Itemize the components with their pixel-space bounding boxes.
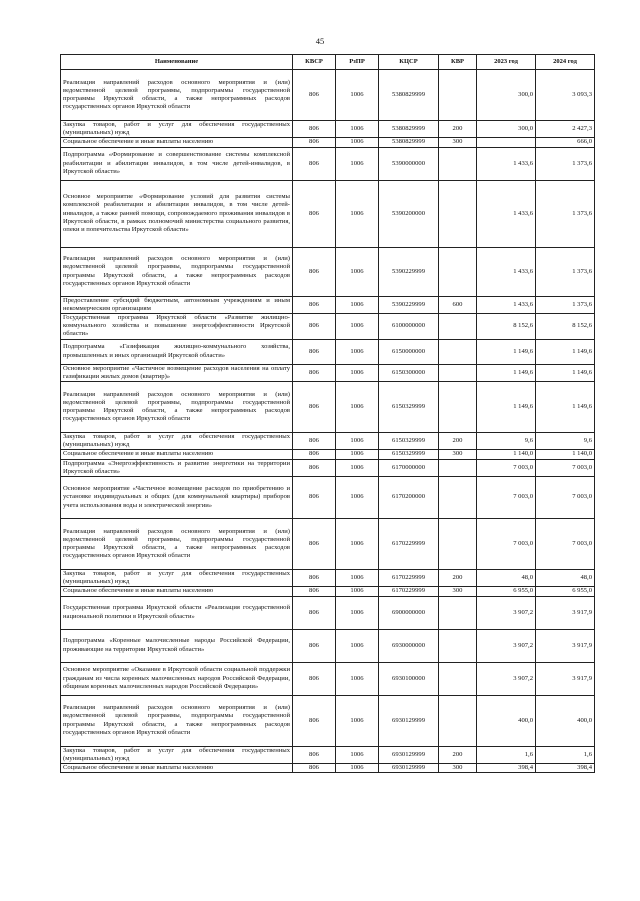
row-kvr (439, 519, 477, 570)
row-kvsr: 806 (293, 662, 336, 695)
row-kcsr: 6170000000 (379, 459, 439, 476)
row-kcsr: 6900000000 (379, 596, 439, 629)
row-value-2024: 1 149,6 (536, 339, 595, 364)
row-kvr (439, 247, 477, 296)
table-row (61, 746, 595, 763)
row-kvr (439, 180, 477, 247)
row-rzpr: 1006 (336, 247, 379, 296)
row-value-2023: 3 907,2 (477, 629, 536, 662)
row-value-2024: 2 427,3 (536, 121, 595, 138)
row-name: Государственная программа Иркутской области «Реализация государственной национальной политики в Иркутской области» (61, 596, 293, 629)
row-kvr: 300 (439, 587, 477, 596)
row-kcsr: 6930129999 (379, 695, 439, 746)
row-kvr: 300 (439, 450, 477, 459)
row-kcsr: 6930129999 (379, 746, 439, 763)
row-kvr (439, 339, 477, 364)
row-rzpr: 1006 (336, 587, 379, 596)
table-row (61, 247, 595, 296)
table-row (61, 70, 595, 121)
row-kcsr: 5380829999 (379, 121, 439, 138)
row-rzpr: 1006 (336, 382, 379, 433)
row-value-2024: 3 917,9 (536, 629, 595, 662)
row-value-2023: 1,6 (477, 746, 536, 763)
row-name: Основное мероприятие «Оказание в Иркутской области социальной поддержки гражданам из числа коренных малочисленных народов Российской Федерации, общинам коренных малочисленных народов Российской Федерации» (61, 662, 293, 695)
table-header-row (61, 55, 595, 70)
row-kvr: 200 (439, 746, 477, 763)
row-value-2024: 1 373,6 (536, 180, 595, 247)
row-name: Социальное обеспечение и иные выплаты населению (61, 764, 293, 773)
row-kvsr: 806 (293, 247, 336, 296)
row-value-2024: 1 140,0 (536, 450, 595, 459)
row-name: Реализация направлений расходов основного мероприятия и (или) ведомственной целевой программы, подпрограммы государственной программы Иркутской области, а также непрограммных расходов государственных органов Иркутской области (61, 247, 293, 296)
row-kvr: 600 (439, 296, 477, 313)
row-name: Основное мероприятие «Формирование условий для развития системы комплексной реабилитации и абилитации инвалидов, в том числе детей-инвалидов, а также ранней помощи, сопровождаемого проживания инвалидов в Иркутской области, в рамках полномочий министерства социального развития, опеки и попечительства Иркутской области» (61, 180, 293, 247)
row-kcsr: 6150329999 (379, 433, 439, 450)
row-rzpr: 1006 (336, 314, 379, 340)
row-name: Подпрограмма «Энергоэффективность и развитие энергетики на территории Иркутской области» (61, 459, 293, 476)
row-value-2024: 8 152,6 (536, 314, 595, 340)
row-name: Подпрограмма «Коренные малочисленные народы Российской Федерации, проживающие на территории Иркутской области» (61, 629, 293, 662)
row-kvsr: 806 (293, 450, 336, 459)
row-value-2023: 9,6 (477, 433, 536, 450)
row-kvr (439, 314, 477, 340)
row-value-2023: 1 433,6 (477, 296, 536, 313)
row-rzpr: 1006 (336, 629, 379, 662)
row-value-2024: 1 373,6 (536, 247, 595, 296)
table-row (61, 519, 595, 570)
row-kvr: 300 (439, 764, 477, 773)
row-kcsr: 5390229999 (379, 247, 439, 296)
row-kvsr: 806 (293, 587, 336, 596)
table-row (61, 314, 595, 340)
row-kvr (439, 662, 477, 695)
budget-table (60, 54, 595, 773)
table-row (61, 450, 595, 459)
row-kvr (439, 147, 477, 180)
row-kcsr: 6150300000 (379, 364, 439, 381)
table-row (61, 459, 595, 476)
row-kvsr: 806 (293, 296, 336, 313)
row-value-2023: 1 433,6 (477, 247, 536, 296)
row-value-2024: 3 093,3 (536, 70, 595, 121)
row-value-2023: 300,0 (477, 121, 536, 138)
table-row (61, 296, 595, 313)
row-kvsr: 806 (293, 314, 336, 340)
table-row (61, 570, 595, 587)
row-name: Подпрограмма «Формирование и совершенствование системы комплексной реабилитации и абилитации инвалидов, в том числе детей-инвалидов, в Иркутской области» (61, 147, 293, 180)
table-row (61, 121, 595, 138)
row-name: Основное мероприятие «Частичное возмещение расходов по приобретению и установке индивидуальных и общих (для коммунальной квартиры) приборов учета использования воды и электрической энергии» (61, 477, 293, 519)
header-2023: 2023 год (477, 55, 536, 70)
row-kvr (439, 70, 477, 121)
row-value-2024: 1,6 (536, 746, 595, 763)
row-name: Реализация направлений расходов основного мероприятия и (или) ведомственной целевой программы, подпрограммы государственной программы Иркутской области, а также непрограммных расходов государственных органов Иркутской области (61, 519, 293, 570)
row-rzpr: 1006 (336, 695, 379, 746)
header-name: Наименование (61, 55, 293, 70)
table-row (61, 596, 595, 629)
row-value-2024: 3 917,9 (536, 596, 595, 629)
row-kcsr: 5390200000 (379, 180, 439, 247)
table-row (61, 433, 595, 450)
row-value-2024: 1 149,6 (536, 382, 595, 433)
row-value-2024: 3 917,9 (536, 662, 595, 695)
row-value-2023: 8 152,6 (477, 314, 536, 340)
row-rzpr: 1006 (336, 147, 379, 180)
row-kvr (439, 364, 477, 381)
row-rzpr: 1006 (336, 450, 379, 459)
row-kvr: 300 (439, 138, 477, 147)
row-value-2024: 9,6 (536, 433, 595, 450)
row-kvsr: 806 (293, 570, 336, 587)
row-value-2023: 1 149,6 (477, 364, 536, 381)
row-name: Реализация направлений расходов основного мероприятия и (или) ведомственной целевой программы, подпрограммы государственной программы Иркутской области, а также непрограммных расходов государственных органов Иркутской области (61, 70, 293, 121)
row-value-2024: 7 003,0 (536, 459, 595, 476)
row-rzpr: 1006 (336, 764, 379, 773)
row-value-2023: 48,0 (477, 570, 536, 587)
row-rzpr: 1006 (336, 296, 379, 313)
table-row (61, 764, 595, 773)
row-kvr (439, 629, 477, 662)
row-kvsr: 806 (293, 695, 336, 746)
row-kcsr: 6100000000 (379, 314, 439, 340)
row-kvsr: 806 (293, 138, 336, 147)
row-rzpr: 1006 (336, 662, 379, 695)
row-rzpr: 1006 (336, 433, 379, 450)
row-kvsr: 806 (293, 339, 336, 364)
row-kvsr: 806 (293, 519, 336, 570)
row-kcsr: 6170229999 (379, 587, 439, 596)
row-value-2024: 6 955,0 (536, 587, 595, 596)
row-rzpr: 1006 (336, 339, 379, 364)
row-value-2023: 7 003,0 (477, 477, 536, 519)
row-value-2024: 1 373,6 (536, 296, 595, 313)
row-value-2023: 3 907,2 (477, 596, 536, 629)
row-kvsr: 806 (293, 382, 336, 433)
row-rzpr: 1006 (336, 70, 379, 121)
row-value-2023: 6 955,0 (477, 587, 536, 596)
row-kcsr: 6930129999 (379, 764, 439, 773)
row-kvr (439, 459, 477, 476)
row-rzpr: 1006 (336, 570, 379, 587)
row-kvsr: 806 (293, 433, 336, 450)
row-value-2023: 7 003,0 (477, 519, 536, 570)
row-name: Закупка товаров, работ и услуг для обеспечения государственных (муниципальных) нужд (61, 570, 293, 587)
row-value-2023: 1 149,6 (477, 382, 536, 433)
row-kvsr: 806 (293, 764, 336, 773)
row-rzpr: 1006 (336, 519, 379, 570)
table-row (61, 180, 595, 247)
table-row (61, 629, 595, 662)
row-kcsr: 5380829999 (379, 70, 439, 121)
table-row (61, 339, 595, 364)
row-kcsr: 6150000000 (379, 339, 439, 364)
row-value-2024: 398,4 (536, 764, 595, 773)
row-rzpr: 1006 (336, 477, 379, 519)
row-name: Предоставление субсидий бюджетным, автономным учреждениям и иным некоммерческим организациям (61, 296, 293, 313)
row-rzpr: 1006 (336, 459, 379, 476)
row-name: Социальное обеспечение и иные выплаты населению (61, 587, 293, 596)
page-number: 45 (315, 36, 325, 46)
row-name: Подпрограмма «Газификация жилищно-коммунального хозяйства, промышленных и иных организаций Иркутской области» (61, 339, 293, 364)
row-name: Социальное обеспечение и иные выплаты населению (61, 450, 293, 459)
row-rzpr: 1006 (336, 121, 379, 138)
header-kvr: КВР (439, 55, 477, 70)
row-name: Закупка товаров, работ и услуг для обеспечения государственных (муниципальных) нужд (61, 433, 293, 450)
row-kvr (439, 695, 477, 746)
row-value-2023: 7 003,0 (477, 459, 536, 476)
header-2024: 2024 год (536, 55, 595, 70)
row-kvr (439, 477, 477, 519)
row-kcsr: 5390000000 (379, 147, 439, 180)
row-kvsr: 806 (293, 364, 336, 381)
row-kcsr: 6170200000 (379, 477, 439, 519)
table-row (61, 382, 595, 433)
row-kvr: 200 (439, 121, 477, 138)
row-value-2023: 300,0 (477, 70, 536, 121)
row-name: Государственная программа Иркутской области «Развитие жилищно-коммунального хозяйства и повышение энергоэффективности Иркутской области» (61, 314, 293, 340)
row-kvr (439, 382, 477, 433)
row-value-2024: 48,0 (536, 570, 595, 587)
row-name: Реализация направлений расходов основного мероприятия и (или) ведомственной целевой программы, подпрограммы государственной программы Иркутской области, а также непрограммных расходов государственных органов Иркутской области (61, 695, 293, 746)
row-kcsr: 6170229999 (379, 570, 439, 587)
row-value-2023: 1 149,6 (477, 339, 536, 364)
row-rzpr: 1006 (336, 364, 379, 381)
row-value-2024: 7 003,0 (536, 519, 595, 570)
row-kcsr: 5380829999 (379, 138, 439, 147)
row-name: Закупка товаров, работ и услуг для обеспечения государственных (муниципальных) нужд (61, 121, 293, 138)
row-kcsr: 5390229999 (379, 296, 439, 313)
row-value-2023: 1 433,6 (477, 180, 536, 247)
table-row (61, 587, 595, 596)
table-row (61, 138, 595, 147)
row-rzpr: 1006 (336, 138, 379, 147)
row-value-2023: 3 907,2 (477, 662, 536, 695)
row-name: Закупка товаров, работ и услуг для обеспечения государственных (муниципальных) нужд (61, 746, 293, 763)
row-kcsr: 6170229999 (379, 519, 439, 570)
row-value-2024: 1 149,6 (536, 364, 595, 381)
row-name: Социальное обеспечение и иные выплаты населению (61, 138, 293, 147)
row-value-2023 (477, 138, 536, 147)
row-kcsr: 6150329999 (379, 382, 439, 433)
row-kvr: 200 (439, 570, 477, 587)
row-value-2024: 7 003,0 (536, 477, 595, 519)
table-row (61, 364, 595, 381)
row-kvsr: 806 (293, 180, 336, 247)
row-kcsr: 6930000000 (379, 629, 439, 662)
table-row (61, 662, 595, 695)
row-value-2023: 400,0 (477, 695, 536, 746)
row-kvsr: 806 (293, 70, 336, 121)
row-kvsr: 806 (293, 746, 336, 763)
table-row (61, 477, 595, 519)
row-kvsr: 806 (293, 477, 336, 519)
row-kvsr: 806 (293, 629, 336, 662)
header-kcsr: КЦСР (379, 55, 439, 70)
header-rzpr: РзПР (336, 55, 379, 70)
row-kvsr: 806 (293, 596, 336, 629)
row-rzpr: 1006 (336, 596, 379, 629)
table-row (61, 147, 595, 180)
row-kvsr: 806 (293, 147, 336, 180)
row-kvr: 200 (439, 433, 477, 450)
row-kcsr: 6150329999 (379, 450, 439, 459)
header-kvsr: КВСР (293, 55, 336, 70)
row-rzpr: 1006 (336, 180, 379, 247)
row-kcsr: 6930100000 (379, 662, 439, 695)
row-value-2024: 400,0 (536, 695, 595, 746)
row-rzpr: 1006 (336, 746, 379, 763)
row-value-2024: 1 373,6 (536, 147, 595, 180)
row-value-2023: 1 433,6 (477, 147, 536, 180)
row-name: Реализация направлений расходов основного мероприятия и (или) ведомственной целевой программы, подпрограммы государственной программы Иркутской области, а также непрограммных расходов государственных органов Иркутской области (61, 382, 293, 433)
row-kvsr: 806 (293, 459, 336, 476)
row-value-2023: 1 140,0 (477, 450, 536, 459)
row-kvr (439, 596, 477, 629)
row-name: Основное мероприятие «Частичное возмещение расходов населения на оплату газификации жилых домов (квартир)» (61, 364, 293, 381)
row-kvsr: 806 (293, 121, 336, 138)
table-row (61, 695, 595, 746)
row-value-2024: 666,0 (536, 138, 595, 147)
row-value-2023: 398,4 (477, 764, 536, 773)
